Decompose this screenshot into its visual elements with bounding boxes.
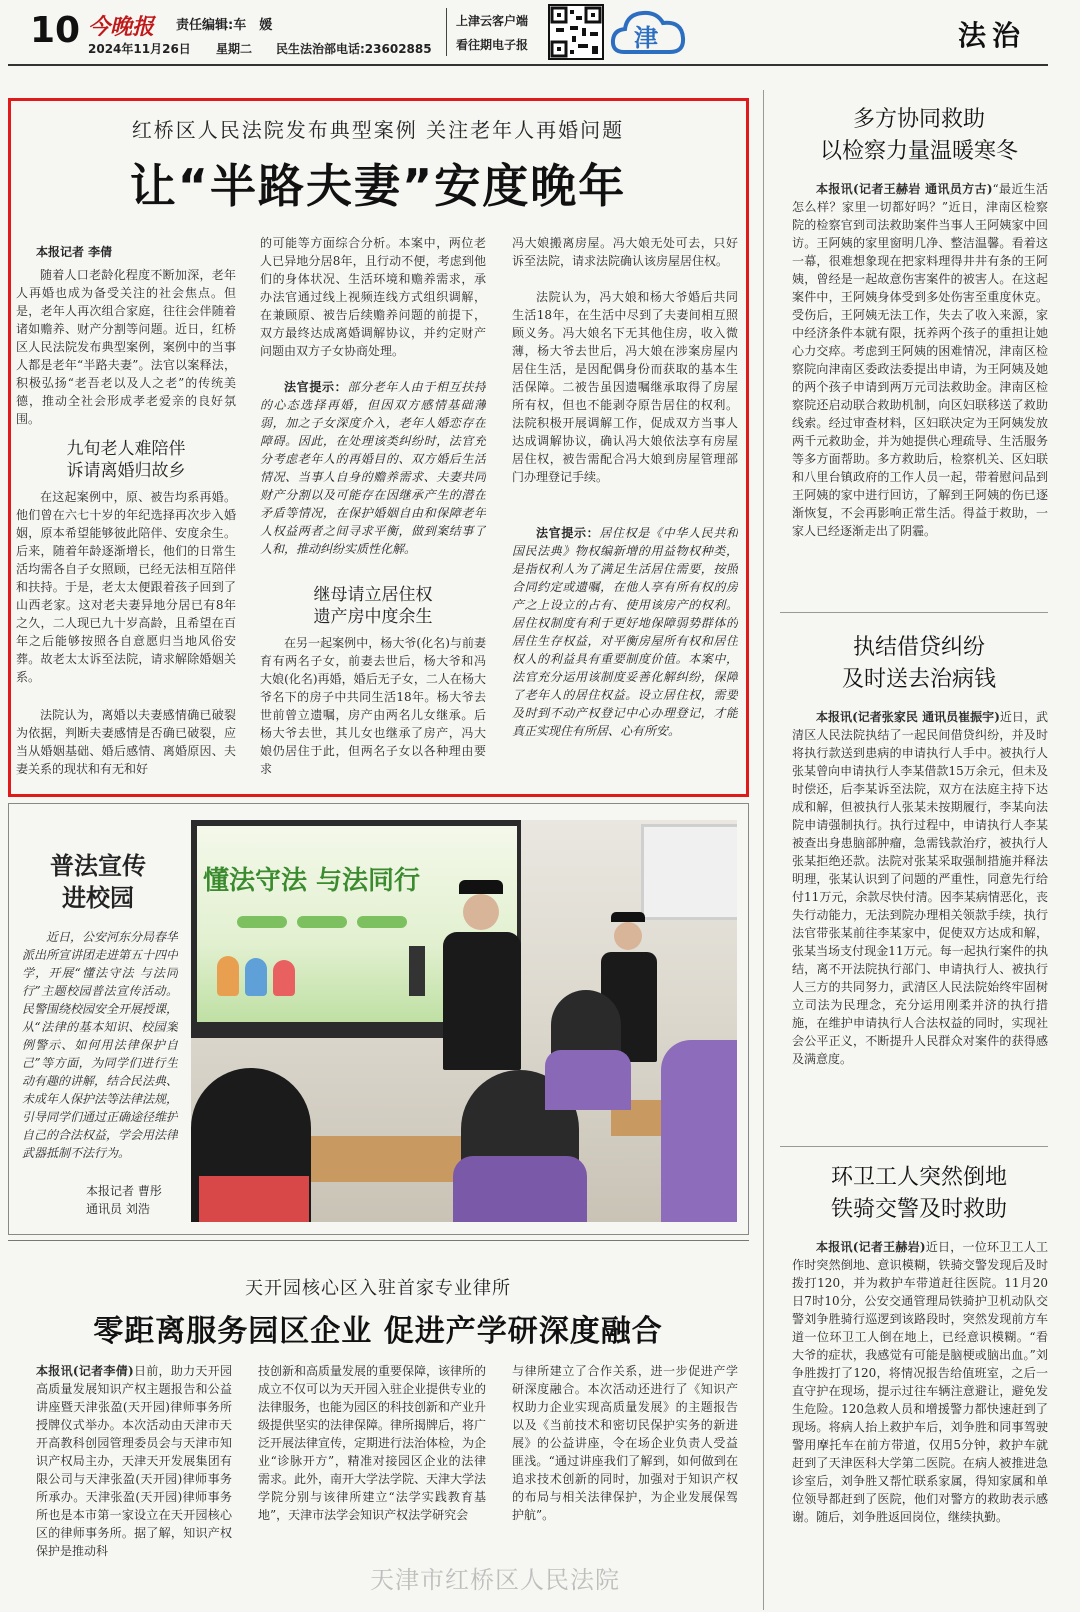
issue-date: 2024年11月26日 [88,42,191,56]
bottom-col1 [36,1362,232,1608]
bottom-byline: 本报讯(记者李倩) [36,1364,134,1378]
section-name: 法治 [958,19,1027,52]
sidebar-story-1-body [792,180,1048,594]
sidebar-story-1-text: “最近生活怎么样？家里一切都好吗？”近日，津南区检察院的检察官到司法救助案件当事人王阿姨家中回访。王阿姨的家里窗明几净、整洁温馨。看着这一幕，很难想象现在把家料理得井井有条的王阿姨，曾经是一起故意伤害案件的被害人。在这起案件中，王阿姨身体受到多处伤害至重度休克。受伤后，王阿姨无法工作，失去了收入来源，家中经济条件本就有限，抚养两个孩子的重担让她心力交瘁。考虑到王阿姨的困难情况，津南区检察院向津南区委政法委提出申请，为王阿姨及她的两个孩子申请到两万元司法救助金。津南区检察院还启动联合救助机制，向区妇联移送了救助线索。经过审查材料，区妇联决定为王阿姨发放两千元救助金，并为她提供心理疏导、生活服务等多方面帮助。多方救助后，检察机关、区妇联和八里台镇政府的工作人员一起，带着慰问品到王阿姨的家中进行回访，了解到王阿姨的伤已逐渐恢复，不会再影响正常生活。得益于救助，一家人已经逐渐走出了阴霾。 [792,182,1048,538]
lead-headline: 让“半路夫妻”安度晚年 [129,159,627,213]
sidebar-story-3-byline: 本报讯(记者王赫岩) [816,1240,926,1254]
sidebar-story-3-text: 近日，一位环卫工人工作时突然倒地、意识模糊，铁骑交警发现后及时拨打120，并为救护车带道赶往医院。11月20日7时10分，公安交通管理局铁骑护卫机动队交警刘争胜骑行巡逻到该路段时，突然发现前方车道一位环卫工人倒在地上，已经意识模糊。“看大爷的症状，我感觉有可能是脑梗或脑出血。”刘争胜拨打了120，将情况报告给值班室，之后一直守护在现场，提示过往车辆注意避让，避免发生危险。120急救人员和增援警力都快速赶到了现场。将病人抬上救护车后，刘争胜和同事驾驶警用摩托车在前方带道，仅用5分钟，救护车就赶到了天津医科大学第二医院。在病人被推进急诊室后，刘争胜又帮忙联系家属，得知家属和单位领导都赶到了医院，他们对警方的救助表示感谢。随后，刘争胜返回岗位，继续执勤。 [792,1240,1048,1524]
sidebar-story-1-title: 多方协同救助 以检察力量温暖寒冬 [819,107,1018,164]
page-number: 10 [30,10,81,51]
watermark: 天津市红桥区人民法院 [370,1566,620,1594]
judge-tip-text: 居住权是《中华人民共和国民法典》物权编新增的用益物权种类，是指权利人为了满足生活居住需要，按照合同约定或遗嘱，在他人享有所有权的房产之上设立的占有、使用该房产的权利。居住权制度有利于更好地保障弱势群体的居住生存权益，对平衡房屋所有权和居住权人的利益具有重要制度价值。本案中，法官充分运用该制度妥善化解纠纷，保障了老年人的居住权益。设立居住权，需要及时到不动产权登记中心办理登记，才能真正实现住有所居、心有所安。 [512,526,738,738]
jin-cloud-logo-icon [610,6,686,60]
lead-col1-para1: 随着人口老龄化程度不断加深，老年人再婚也成为备受关注的社会焦点。但是，老年人再次组合家庭，往往会伴随着诸如赡养、财产分割等问题。近日，红桥区人民法院发布典型案例，案例中的当事人都是老年“半路夫妻”。法官以案释法，积极弘扬“老吾老以及人之老”的传统美德，推动全社会形成孝老爱亲的良好氛围。 [16,268,236,426]
officer-speaking [439,880,525,1070]
sidebar-story-2-title: 执结借贷纠纷 及时送去治病钱 [841,635,996,692]
bottom-col1-text: 日前，助力天开园高质量发展知识产权主题报告和公益讲座暨天津张盈(天开园)律师事务所授牌仪式举办。本次活动由天津市天开高教科创园管理委员会与天津市知识产权局主办，天津天开发展集团有限公司与天津张盈(天开园)律师事务所承办。天津张盈(天开园)律师事务所也是本市第一家设立在天开园核心区的律师事务所。据了解，知识产权保护是推动科 [36,1364,232,1558]
promo-line-1: 上津云客户端 [456,14,529,28]
lead-col1-para3: 法院认为，离婚以夫妻感情确已破裂为依据，判断夫妻感情是否确已破裂，应当从婚姻基础、婚后感情、离婚原因、夫妻关系的现状和有无和好 [16,708,236,776]
judge-tip-label: 法官提示： [284,380,348,394]
lead-subhead-1: 九旬老人难陪伴 诉请离婚归故乡 [66,439,186,481]
editor: 责任编辑:车 媛 [176,18,273,33]
qr-code-icon[interactable] [548,4,604,60]
lead-col3-tip [512,524,738,780]
school-credit-1: 本报记者 曹彤 [86,1184,162,1198]
school-credit-2: 通讯员 刘浩 [86,1202,150,1216]
lead-col2-para1: 的可能等方面综合分析。本案中，两位老人已异地分居8年，且行动不便，考虑到他们的身体状况、生活环境和赡养需求，承办法官通过线上视频连线方式组织调解，在兼顾原、被告后续赡养问题的前提下，双方最终达成离婚调解协议，并约定财产问题由双方子女协商处理。 [260,236,486,358]
lead-col2-para2: 在另一起案例中，杨大爷(化名)与前妻育有两名子女，前妻去世后，杨大爷和冯大娘(化名)再婚，婚后无子女，二人在杨大爷名下的房子中共同生活18年。杨大爷去世前曾立遗嘱，房产由两名儿女继承。后杨大爷去世，其儿女也继承了房产，冯大娘仍居住于此，但两名子女以各种理由要求 [260,636,486,776]
logo-char: 津 [634,23,658,52]
promo-line-2: 看往期电子报 [456,38,529,52]
screen-title: 懂法守法 与法同行 [203,866,421,896]
judge-tip-label: 法官提示： [536,526,600,540]
sidebar-story-3-body [792,1238,1048,1604]
lead-col3-para1: 冯大娘搬离房屋。冯大娘无处可去，只好诉至法院，请求法院确认该房屋居住权。 [512,236,738,268]
school-body: 近日，公安河东分局春华派出所宣讲团走进第五十四中学，开展“懂法守法 与法同行”主题校园普法宣传活动。民警围绕校园安全开展授课，从“法律的基本知识、校园案例警示、如何用法律保护自己”等方面，为同学们进行生动有趣的讲解，结合民法典、未成年人保护法等法律法规，引导同学们通过正确途径维护自己的合法权益，学会用法律武器抵制不法行为。 [22,930,178,1160]
sidebar-story-1-byline: 本报讯(记者王赫岩 通讯员方古) [816,182,993,196]
sidebar-story-2-byline: 本报讯(记者张家民 通讯员崔振宇) [816,710,1000,724]
masthead [0,0,1080,64]
lead-subhead-2: 继母请立居住权 遗产房中度余生 [313,585,433,627]
school-photo [191,820,737,1222]
bottom-col2: 技创新和高质量发展的重要保障，该律所的成立不仅可以为天开园入驻企业提供专业的法律服务，也能为园区的科技创新和产业升级提供坚实的法律保障。律所揭牌后，将广泛开展法律宣传，定期进行法治体检，为企业“诊脉开方”，精准对接园区企业的法律需求。此外，南开大学法学院、天津大学法学院分别与该律所建立“法学实践教育基地”，天津市法学会知识产权法学研究会 [258,1364,486,1522]
paper-logo: 今晚报 [88,14,155,40]
dept-phone: 民生法治部电话:23602885 [276,42,432,56]
school-title: 普法宣传 进校园 [50,852,146,912]
lead-col2-tip [260,378,486,576]
lead-kicker: 红桥区人民法院发布典型案例 关注老年人再婚问题 [131,118,625,142]
sidebar-story-2-text: 近日，武清区人民法院执结了一起民间借贷纠纷，并及时将执行款送到患病的申请执行人手中。被执行人张某曾向申请执行人李某借款15万余元，但未及时偿还，后李某诉至法院，双方在法庭主持下达成和解，但被执行人张某未按期履行，李某向法院申请强制执行。执行过程中，申请执行人李某被查出身患脑部肿瘤，急需钱款治疗，被执行人张某拒绝还款。法院对张某采取强制措施并释法明理，张某认识到了问题的严重性，同意先行给付11万元，余款尽快付清。因李某病情恶化，丧失行动能力，无法到院办理相关领款手续，执行法官带张某前往李某家中，促使双方达成和解，张某当场支付现金11万元。每一起执行案件的执结，离不开法院执行部门、申请执行人、被执行人三方的共同努力，武清区人民法院始终牢固树立司法为民理念，充分运用刚柔并济的执行措施，在维护申请执行人合法权益的同时，实现社会公平正义，不断提升人民群众对案件的获得感及满意度。 [792,710,1048,1066]
lead-byline: 本报记者 李倩 [36,245,113,259]
sidebar-story-3-title: 环卫工人突然倒地 铁骑交警及时救助 [830,1165,1007,1222]
bottom-col3: 与律所建立了合作关系，进一步促进产学研深度融合。本次活动还进行了《知识产权助力企业实现高质量发展》的主题报告以及《当前技术和密切民保护实务的新进展》的公益讲座，令在场企业负责人受益匪浅。“通过讲座我们了解到，如何做到在追求技术创新的同时，加强对于知识产权的布局与相关法律保护，为企业发展保驾护航”。 [512,1364,738,1522]
student [661,1040,737,1222]
sidebar-story-2-body [792,708,1048,1140]
bottom-kicker: 天开园核心区入驻首家专业律所 [245,1278,511,1299]
weekday: 星期二 [216,42,253,56]
lead-col1-para2: 在这起案例中，原、被告均系再婚。他们曾在六七十岁的年纪选择再次步入婚姻，原本希望能够彼此陪伴、安度余生。后来，随着年龄逐渐增长，他们的日常生活均需各自子女照顾，已经无法相互陪伴和扶持。于是，老太太便跟着孩子回到了山西老家。这对老夫妻异地分居已有8年之久，二人现已九十岁高龄，且希望在百年之后能够按照各自意愿归当地风俗安葬。故老太太诉至法院，请求解除婚姻关系。 [16,490,236,684]
judge-tip-text: 部分老年人由于相互扶持的心态选择再婚，但因双方感情基础薄弱，加之子女深度介入，老年人婚恋存在障碍。因此，在处理该类纠纷时，法官充分考虑老年人的再婚目的、双方婚后生活情况、当事人自身的赡养需求、夫妻共同财产分割以及可能存在因继承产生的潜在矛盾等情况，在保护婚姻自由和保障老年人权益两者之间寻求平衡，做到案结事了人和，推动纠纷实质性化解。 [260,380,486,556]
bottom-headline: 零距离服务园区企业 促进产学研深度融合 [93,1314,663,1349]
lead-col3-para2: 法院认为，冯大娘和杨大爷婚后共同生活18年，在生活中尽到了夫妻间相互照顾义务。冯大娘名下无其他住房，收入微薄，杨大爷去世后，冯大娘在涉案房屋内居住生活，是因配偶身份而获取的基本生活保障。二被告虽因遗嘱继承取得了房屋所有权，但也不能剥夺原告居住的权利。法院积极开展调解工作，促成双方当事人达成调解协议，确认冯大娘依法享有房屋居住权，被告需配合冯大娘到房屋管理部门办理登记手续。 [512,290,738,484]
